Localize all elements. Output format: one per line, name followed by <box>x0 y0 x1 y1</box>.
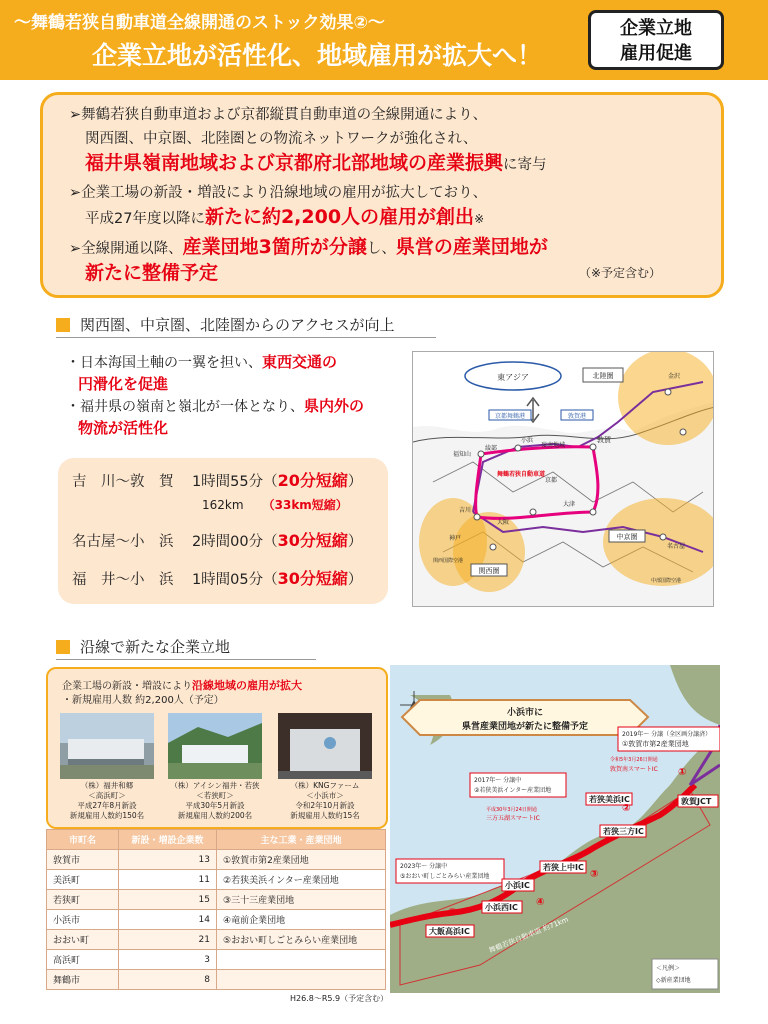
table-row <box>47 930 386 950</box>
table-cell: 小浜市 <box>47 910 119 930</box>
table-header: 市町名 <box>47 830 119 850</box>
marker-3: ③ <box>590 869 599 880</box>
companies-jobs: ・新規雇用人数 約2,200人（予定） <box>62 695 224 706</box>
bullet-arrow-icon: ➢ <box>69 185 82 201</box>
caption-date: 平成30年5月新設 <box>185 801 245 810</box>
label-nagoya: 名古屋 <box>667 543 686 550</box>
note-2017-park: ②若狭美浜インター産業団地 <box>474 787 552 794</box>
label-kanazawa: 金沢 <box>668 373 681 380</box>
legend-title: ＜凡例＞ <box>656 965 681 972</box>
travel-row <box>72 566 362 589</box>
summary-line <box>69 103 707 127</box>
table-cell: 11 <box>119 870 217 890</box>
label-kaminaka-ic: 若狭上中IC <box>543 863 584 872</box>
smart-ic-date: 平成30年3月24日開通 <box>486 807 537 813</box>
summary-text: し、 <box>366 241 396 257</box>
table-cell: ③三十三産業団地 <box>217 890 386 910</box>
bullet-highlight: 円滑化を促進 <box>78 375 169 393</box>
note-2023-park: ⑤おおい町しごとみらい産業団地 <box>400 873 490 880</box>
table-cell: 舞鶴市 <box>47 970 119 990</box>
label-mikata-ic: 若狭三方IC <box>603 827 644 836</box>
label-osaka: 大阪 <box>497 519 510 526</box>
caption-company: （株）KNGファーム <box>290 781 360 790</box>
route-map-svg <box>390 665 720 993</box>
label-obamanishi-ic: 小浜西IC <box>485 903 518 912</box>
bullet-highlight: 東西交通の <box>262 353 338 371</box>
travel-time-box <box>58 458 388 604</box>
note-2017: 2017年～ 分譲中 <box>474 777 522 784</box>
label-obama: 小浜 <box>521 437 534 444</box>
bullet-arrow-icon: ➢ <box>69 241 82 257</box>
table-cell: おおい町 <box>47 930 119 950</box>
label-reinan: 嶺南地域 <box>541 442 566 449</box>
label-kix: 関西国際空港 <box>433 558 464 564</box>
summary-highlight: 福井県嶺南地域および京都府北部地域の産業振興 <box>85 152 504 174</box>
photo-caption <box>160 781 270 821</box>
table-cell: 若狭町 <box>47 890 119 910</box>
section-square-icon <box>56 640 70 654</box>
label-hokuriku: 北陸圏 <box>592 372 614 380</box>
table-cell: 敦賀市 <box>47 850 119 870</box>
label-tsuruga-jct: 敦賀JCT <box>681 797 712 806</box>
route-name: 吉 川～敦 賀 <box>72 474 174 490</box>
tag-line-1: 企業立地 <box>620 18 692 39</box>
header-banner <box>0 0 768 80</box>
distance-saving: （33km短縮） <box>262 498 348 512</box>
table-cell: 美浜町 <box>47 870 119 890</box>
summary-text: に寄与 <box>503 157 547 173</box>
note-2019: 2019年～ 分譲（全区画分譲済） <box>622 731 712 738</box>
route-distance: 162km <box>202 498 244 512</box>
new-companies-box <box>46 667 388 829</box>
smart-ic-date-2: 令和5年3月26日開通 <box>610 757 658 763</box>
table-row <box>47 910 386 930</box>
table-row <box>47 970 386 990</box>
callout-line-1: 小浜市に <box>506 708 544 718</box>
table-header-row <box>47 830 386 850</box>
section-title: 関西圏、中京圏、北陸圏からのアクセスが向上 <box>80 316 395 334</box>
route-time: 2時間00分（ <box>191 534 278 550</box>
bullet-text: ・日本海国土軸の一翼を担い、 <box>66 355 262 371</box>
header-subtitle: ～舞鶴若狭自動車道全線開通のストック効果②～ <box>14 13 385 33</box>
table-cell: ②若狭美浜インター産業団地 <box>217 870 386 890</box>
label-road-length: 舞鶴若狭自動車道 約71km <box>487 915 570 955</box>
callout-line-2: 県営産業団地が新たに整備予定 <box>461 722 589 732</box>
smart-ic-tsurugaminami: 敦賀南スマートIC <box>610 766 658 773</box>
label-ayabe: 綾部 <box>485 445 498 452</box>
route-paren: ） <box>347 534 363 550</box>
caption-date: 平成27年8月新設 <box>77 801 137 810</box>
header-title: 企業立地が活性化、地域雇用が拡大へ！ <box>92 41 543 70</box>
table-header: 新設・増設企業数 <box>119 830 217 850</box>
route-time: 1時間55分（ <box>191 474 278 490</box>
summary-line <box>69 151 707 177</box>
label-mihama-ic: 若狭美浜IC <box>589 795 630 804</box>
table-cell: 8 <box>119 970 217 990</box>
summary-note: ※ <box>474 212 485 226</box>
table-header: 主な工業・産業団地 <box>217 830 386 850</box>
intro-highlight: 沿線地域の雇用が拡大 <box>192 679 302 692</box>
label-ooihama-ic: 大飯高浜IC <box>429 927 470 936</box>
factory-photo <box>60 713 154 779</box>
caption-location: ＜小浜市＞ <box>306 791 344 800</box>
bullet-highlight: 物流が活性化 <box>78 419 169 437</box>
route-name: 名古屋～小 浜 <box>72 534 174 550</box>
route-name: 福 井～小 浜 <box>72 572 174 588</box>
photo-caption <box>52 781 162 821</box>
summary-line: 関西圏、中京圏、北陸圏との物流ネットワークが強化され、 <box>85 131 478 147</box>
table-cell <box>217 950 386 970</box>
travel-distance <box>202 496 348 513</box>
table-cell: ④竜前企業団地 <box>217 910 386 930</box>
intro-text: 企業工場の新設・増設により <box>62 681 192 692</box>
route-time: 1時間05分（ <box>191 572 278 588</box>
summary-note: （※予定含む） <box>578 266 661 280</box>
label-tsuruga-port: 敦賀港 <box>567 413 587 420</box>
summary-line <box>69 235 707 261</box>
label-kansai: 関西圏 <box>478 567 500 575</box>
table-cell: 3 <box>119 950 217 970</box>
caption-jobs: 新規雇用人数約150名 <box>69 811 145 820</box>
caption-location: ＜高浜町＞ <box>88 791 126 800</box>
table-row <box>47 950 386 970</box>
factory-photo <box>168 713 262 779</box>
label-chukyo: 中京圏 <box>616 533 638 541</box>
note-2019-park: ①敦賀市第2産業団地 <box>622 740 689 748</box>
marker-2: ② <box>622 803 631 814</box>
bullet-arrow-icon: ➢ <box>69 107 82 123</box>
route-saving: 30分短縮 <box>277 569 348 588</box>
table-cell: 13 <box>119 850 217 870</box>
table-cell: 21 <box>119 930 217 950</box>
caption-jobs: 新規雇用人数約200名 <box>177 811 253 820</box>
marker-1: ① <box>678 767 687 778</box>
caption-location: ＜若狭町＞ <box>196 791 234 800</box>
section-title: 沿線で新たな企業立地 <box>80 638 231 656</box>
tag-line-2: 雇用促進 <box>620 43 692 64</box>
summary-box <box>40 92 724 298</box>
smart-ic-mikata: 三方五湖スマートIC <box>486 815 540 822</box>
label-chubu-airport: 中部国際空港 <box>651 578 682 584</box>
route-paren: ） <box>347 474 363 490</box>
summary-line <box>69 181 707 205</box>
label-tsuruga: 敦賀 <box>597 436 611 444</box>
summary-text: 平成27年度以降に <box>85 211 205 227</box>
table-cell <box>217 970 386 990</box>
summary-highlight: 新たに約2,200人の雇用が創出 <box>204 206 475 228</box>
travel-row <box>72 528 362 551</box>
table-row <box>47 870 386 890</box>
section-heading-companies <box>56 636 316 660</box>
summary-highlight: 新たに整備予定 <box>85 262 219 284</box>
section-heading-access <box>56 314 436 338</box>
access-bullets <box>66 352 406 440</box>
note-2023: 2023年～ 分譲中 <box>400 863 448 870</box>
summary-text: 全線開通以降、 <box>81 241 183 257</box>
route-saving: 20分短縮 <box>277 471 348 490</box>
label-otsu: 大津 <box>563 501 576 508</box>
wakasa-route-map <box>390 665 720 993</box>
marker-4: ④ <box>536 897 545 908</box>
bullet-item <box>66 352 406 396</box>
caption-company: （株）福井和郷 <box>80 781 134 790</box>
route-saving: 30分短縮 <box>277 531 348 550</box>
bullet-text: ・福井県の嶺南と嶺北が一体となり、 <box>66 399 304 415</box>
route-paren: ） <box>347 572 363 588</box>
table-cell: ⑤おおい町しごとみらい産業団地 <box>217 930 386 950</box>
label-kyoto: 京都 <box>545 477 558 484</box>
table-cell: 高浜町 <box>47 950 119 970</box>
label-maizuru-port: 京都舞鶴港 <box>494 413 526 420</box>
table-cell: ①敦賀市第2産業団地 <box>217 850 386 870</box>
table-cell: 15 <box>119 890 217 910</box>
label-obama-ic: 小浜IC <box>505 881 530 890</box>
regional-network-map <box>412 351 714 607</box>
bullet-item <box>66 396 406 440</box>
caption-company: （株）アイシン福井・若狭 <box>170 781 260 790</box>
photo-caption <box>270 781 380 821</box>
label-kobe: 神戸 <box>449 535 462 542</box>
summary-line <box>69 205 707 231</box>
section-square-icon <box>56 318 70 332</box>
regional-map-svg <box>413 352 714 607</box>
marker-5: ⑤ <box>448 907 457 918</box>
table-note: H26.8～R5.9（予定含む） <box>290 994 389 1003</box>
caption-jobs: 新規雇用人数約15名 <box>290 811 360 820</box>
legend-item: ◇新産業団地 <box>656 977 691 984</box>
caption-date: 令和2年10月新設 <box>295 801 355 810</box>
bullet-highlight: 県内外の <box>304 397 365 415</box>
label-fukuchiyama: 福知山 <box>453 451 472 458</box>
table-row <box>47 890 386 910</box>
summary-text: 舞鶴若狭自動車道および京都縦貫自動車道の全線開通により、 <box>81 107 488 123</box>
label-east-asia: 東アジア <box>497 373 529 382</box>
label-yoshikawa: 吉川 <box>459 507 472 514</box>
table-cell: 14 <box>119 910 217 930</box>
travel-row <box>72 468 362 491</box>
summary-text: 企業工場の新設・増設により沿線地域の雇用が拡大しており、 <box>81 185 488 201</box>
summary-highlight: 県営の産業団地が <box>395 236 548 258</box>
factory-photo <box>278 713 372 779</box>
summary-highlight: 産業団地3箇所が分譲 <box>182 236 367 258</box>
category-tag <box>588 10 724 70</box>
kansai-area-2 <box>453 512 525 592</box>
municipality-table <box>46 829 386 990</box>
label-road: 舞鶴若狭自動車道 <box>497 471 546 478</box>
table-row <box>47 850 386 870</box>
